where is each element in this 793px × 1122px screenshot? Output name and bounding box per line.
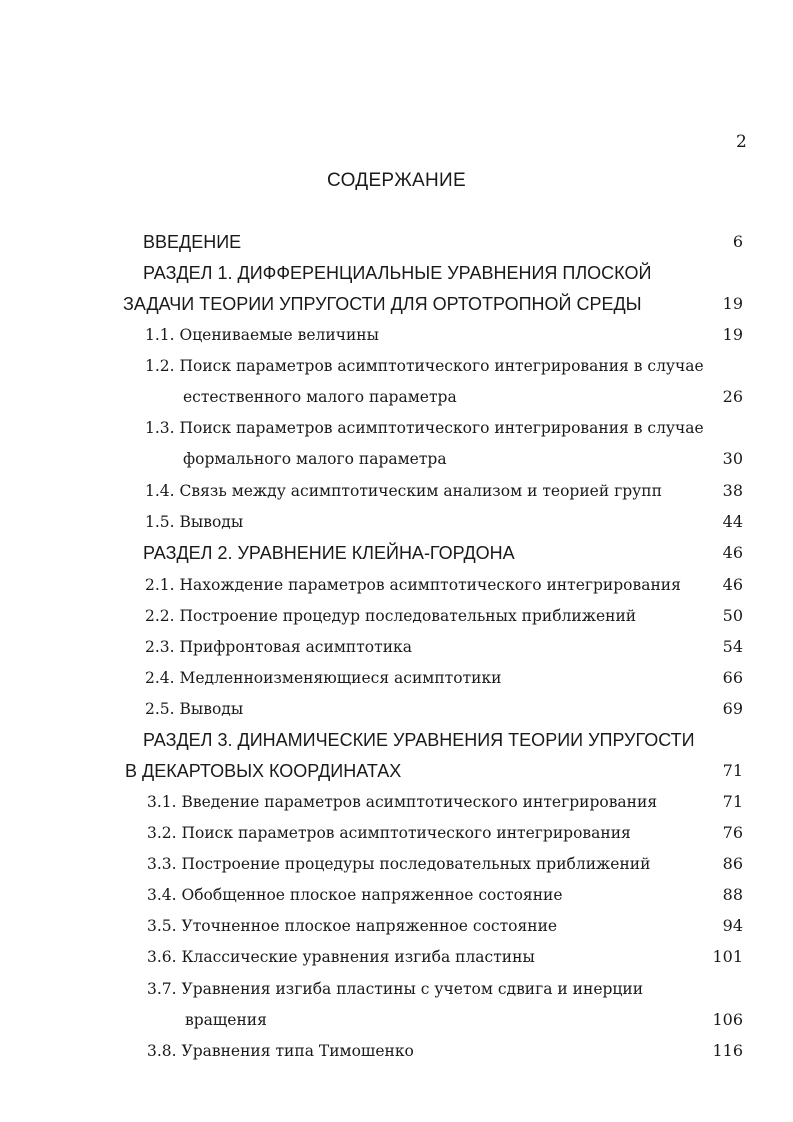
toc-entry-page: 46 [722, 575, 743, 594]
toc-entry-3-3 [0, 849, 793, 879]
toc-entry-3-2 [0, 818, 793, 848]
toc-entry-3-5 [0, 911, 793, 941]
toc-entry-section-3 [0, 725, 793, 755]
toc-entry-text: В ДЕКАРТОВЫХ КООРДИНАТАХ [125, 761, 402, 781]
toc-entry-text: вращения [185, 1011, 267, 1029]
toc-entry-1-1 [0, 320, 793, 350]
toc-entry-page: 71 [722, 792, 743, 811]
toc-entry-text: 3.6. Классические уравнения изгиба пластины [147, 948, 535, 966]
toc-entry-text: 3.4. Обобщенное плоское напряженное состояние [147, 886, 563, 904]
toc-entry-page: 46 [722, 543, 743, 562]
toc-entry-text: 3.8. Уравнения типа Тимошенко [147, 1042, 414, 1060]
toc-entry-page: 69 [722, 699, 743, 718]
toc-entry-page: 71 [722, 761, 743, 780]
toc-entry-page: 76 [722, 823, 743, 842]
toc-entry-2-2 [0, 601, 793, 631]
toc-entry-text: 3.7. Уравнения изгиба пластины с учетом сдвига и инерции [147, 980, 644, 998]
toc-entry-text: 3.3. Построение процедуры последовательных приближений [147, 855, 651, 873]
toc-entry-page: 66 [722, 668, 743, 687]
toc-entry-page: 88 [722, 885, 743, 904]
toc-entry-section-1 [0, 258, 793, 288]
toc-entry-text: 1.2. Поиск параметров асимптотического интегрирования в случае [145, 357, 704, 375]
toc-entry-page: 86 [722, 854, 743, 873]
toc-entry-page: 106 [712, 1010, 743, 1029]
toc-entry-1-3 [0, 413, 793, 443]
toc-entry-introduction [0, 227, 793, 257]
toc-entry-page: 94 [722, 916, 743, 935]
toc-entry-text: РАЗДЕЛ 2. УРАВНЕНИЕ КЛЕЙНА-ГОРДОНА [143, 543, 515, 563]
toc-entry-text: 1.4. Связь между асимптотическим анализом и теорией групп [145, 482, 662, 500]
toc-entry-text: 3.1. Введение параметров асимптотического интегрирования [147, 793, 658, 811]
toc-entry-text: ВВЕДЕНИЕ [143, 232, 242, 252]
page-number: 2 [736, 132, 747, 152]
toc-entry-3-7-cont [0, 1005, 793, 1035]
toc-entry-page: 101 [712, 947, 743, 966]
toc-entry-page: 116 [712, 1041, 743, 1060]
toc-entry-page: 44 [722, 512, 743, 531]
toc-entry-page: 30 [722, 449, 743, 468]
toc-entry-2-1 [0, 570, 793, 600]
toc-entry-3-8 [0, 1036, 793, 1066]
toc-entry-text: 1.5. Выводы [145, 513, 244, 531]
contents-heading: СОДЕРЖАНИЕ [327, 170, 466, 191]
toc-entry-text: 2.3. Прифронтовая асимптотика [145, 638, 412, 656]
toc-entry-section-2 [0, 538, 793, 568]
toc-entry-text: 3.5. Уточненное плоское напряженное состояние [147, 917, 558, 935]
toc-entry-text: 2.4. Медленноизменяющиеся асимптотики [145, 669, 502, 687]
toc-entry-text: формального малого параметра [183, 450, 447, 468]
toc-entry-page: 19 [722, 325, 743, 344]
toc-entry-text: РАЗДЕЛ 3. ДИНАМИЧЕСКИЕ УРАВНЕНИЯ ТЕОРИИ УПРУГОСТИ [143, 730, 695, 750]
toc-entry-2-3 [0, 632, 793, 662]
toc-entry-3-7 [0, 974, 793, 1004]
toc-entry-2-4 [0, 663, 793, 693]
toc-entry-3-4 [0, 880, 793, 910]
toc-entry-2-5 [0, 694, 793, 724]
toc-entry-text: ЗАДАЧИ ТЕОРИИ УПРУГОСТИ ДЛЯ ОРТОТРОПНОЙ СРЕДЫ [123, 294, 642, 314]
toc-entry-page: 6 [732, 232, 743, 251]
toc-entry-text: 2.5. Выводы [145, 700, 244, 718]
toc-entry-text: РАЗДЕЛ 1. ДИФФЕРЕНЦИАЛЬНЫЕ УРАВНЕНИЯ ПЛОСКОЙ [143, 263, 652, 283]
toc-entry-page: 26 [722, 387, 743, 406]
toc-entry-page: 19 [722, 294, 743, 313]
toc-entry-3-6 [0, 942, 793, 972]
toc-entry-text: 2.1. Нахождение параметров асимптотического интегрирования [145, 576, 681, 594]
toc-entry-page: 38 [722, 481, 743, 500]
toc-entry-page: 54 [722, 637, 743, 656]
toc-entry-text: 1.1. Оцениваемые величины [145, 326, 379, 344]
toc-entry-1-2 [0, 351, 793, 381]
toc-entry-section-3-cont [0, 756, 793, 786]
toc-entry-text: 2.2. Построение процедур последовательных приближений [145, 607, 637, 625]
toc-entry-page: 50 [722, 606, 743, 625]
toc-entry-text: 1.3. Поиск параметров асимптотического интегрирования в случае [145, 419, 704, 437]
toc-entry-1-2-cont [0, 382, 793, 412]
toc-entry-section-1-cont [0, 289, 793, 319]
toc-entry-1-5 [0, 507, 793, 537]
toc-entry-3-1 [0, 787, 793, 817]
toc-entry-text: 3.2. Поиск параметров асимптотического интегрирования [147, 824, 631, 842]
toc-entry-1-3-cont [0, 444, 793, 474]
toc-entry-1-4 [0, 476, 793, 506]
toc-entry-text: естественного малого параметра [183, 388, 457, 406]
